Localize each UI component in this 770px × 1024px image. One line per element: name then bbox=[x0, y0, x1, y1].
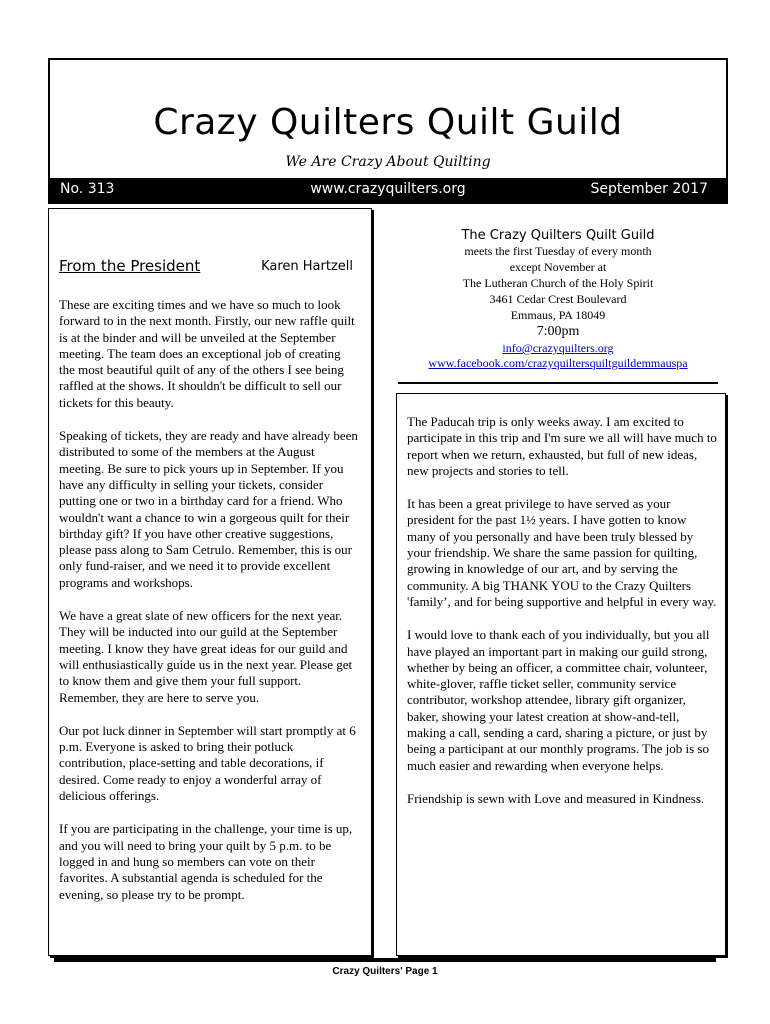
president-article bbox=[59, 297, 359, 920]
meeting-exception: except November at bbox=[509, 260, 607, 274]
issue-number: No. 313 bbox=[60, 181, 115, 197]
newsletter-tagline: We Are Crazy About Quilting bbox=[285, 154, 491, 170]
author-name: Karen Hartzell bbox=[261, 259, 353, 274]
facebook-link[interactable]: www.facebook.com/crazyquiltersquiltguildemmauspa bbox=[428, 356, 688, 370]
page-footer: Crazy Quilters' Page 1 bbox=[332, 966, 438, 977]
paragraph: The Paducah trip is only weeks away. I am excited to participate in this trip and I'm sure we all will have much to report when we return, exhausted, but full of new ideas, new projects and stories to tell. bbox=[407, 414, 717, 478]
paragraph: We have a great slate of new officers for the next year. They will be inducted into our guild at the September meeting. I know they have great ideas for our guild and will enthusiastically guide us in the next year. Please get to know them and give them your full support. Remember, they are here to serve you. bbox=[59, 608, 353, 705]
right-article bbox=[407, 414, 717, 824]
paragraph: If you are participating in the challenge, your time is up, and you will need to bring your quilt by 5 p.m. to be logged in and hung so members can vote on their favorites. A substantial agenda is scheduled for the evening, so please try to be prompt. bbox=[59, 821, 353, 902]
meeting-schedule: meets the first Tuesday of every month bbox=[464, 244, 652, 258]
paragraph: It has been a great privilege to have served as your president for the past 1½ years. I have gotten to know many of you personally and have been truly blessed by your friendship. We share the same passion for quilting, growing in knowledge of our art, and by serving the community. A big THANK YOU to the Crazy Quilters 'family’, and for being supportive and helpful in every way. bbox=[407, 496, 717, 609]
president-column bbox=[48, 208, 372, 956]
venue-name: The Lutheran Church of the Holy Spirit bbox=[462, 276, 654, 290]
venue-street: 3461 Cedar Crest Boulevard bbox=[489, 292, 627, 306]
right-column bbox=[396, 393, 726, 956]
paragraph: These are exciting times and we have so much to look forward to in the next month. Firstly, our new raffle quilt is at the binder and will be unveiled at the September meeting. The team does an exceptional job of creating the most beautiful quilt of any of the others I see being raffled at the shows. It shouldn't be difficult to sell our tickets for this beauty. bbox=[59, 297, 355, 410]
section-heading: From the President bbox=[59, 257, 201, 275]
paragraph: Our pot luck dinner in September will start promptly at 6 p.m. Everyone is asked to bring their potluck contribution, place-setting and table decorations, if desired. Come ready to enjoy a wonderful array of delicious offerings. bbox=[59, 722, 356, 804]
paragraph: I would love to thank each of you individually, but you all have played an important part in making our guild strong, whether by being an officer, a committee chair, volunteer, white-glover, raffle ticket seller, community service contributor, workshop attendee, library gift organizer, baker, showing your latest creation at show-and-tell, making a call, sending a card, sharing a picture, or just by being a participant at our monthly programs. The job is so much easier and rewarding when everyone helps. bbox=[407, 627, 710, 773]
email-link[interactable]: info@crazyquilters.org bbox=[502, 341, 614, 355]
paragraph: Speaking of tickets, they are ready and have already been distributed to some of the members at the August meeting. Be sure to pick yours up in September. If you have any difficulty in selling your tickets, consider putting one or two in a birthday card for a friend. Who wouldn't want a chance to win a gorgeous quilt for their birthday gift? If you have other creative suggestions, please pass along to Sam Cetrulo. Remember, this is our only fund-raiser, and we need it to provide excellent programs and workshops. bbox=[59, 428, 358, 590]
issue-date: September 2017 bbox=[590, 181, 708, 197]
issue-banner bbox=[50, 178, 726, 202]
guild-info-title: The Crazy Quilters Quilt Guild bbox=[461, 228, 655, 243]
meeting-time: 7:00pm bbox=[536, 324, 580, 339]
masthead bbox=[48, 58, 728, 204]
venue-city: Emmaus, PA 18049 bbox=[510, 308, 606, 322]
guild-info-box bbox=[398, 208, 718, 384]
president-heading-row bbox=[59, 257, 361, 281]
paragraph: Friendship is sewn with Love and measured in Kindness. bbox=[407, 790, 705, 806]
newsletter-title: Crazy Quilters Quilt Guild bbox=[153, 102, 623, 143]
footer-divider bbox=[54, 958, 716, 962]
website-url: www.crazyquilters.org bbox=[310, 181, 466, 197]
